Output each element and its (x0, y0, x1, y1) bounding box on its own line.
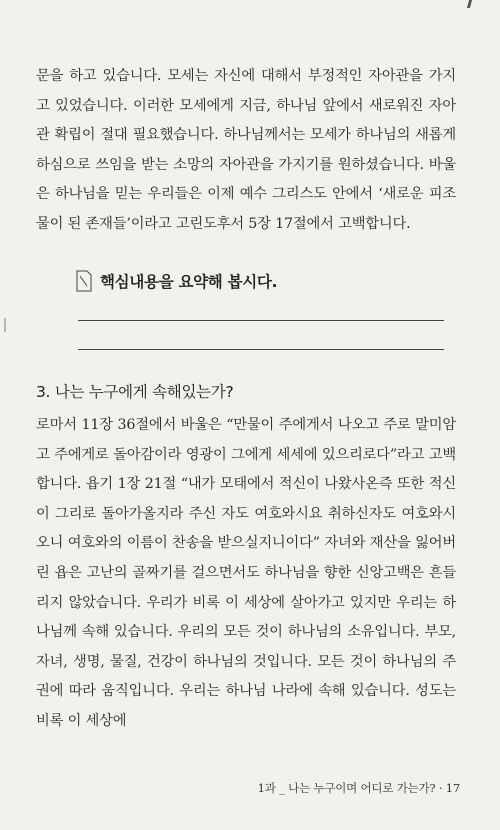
page-footer: 1과 _ 나는 누구이며 어디로 가는가? · 17 (257, 781, 460, 795)
summary-answer-line (78, 320, 444, 321)
summary-prompt-text: 핵심내용을 요약해 봅시다. (100, 273, 278, 291)
summary-prompt (76, 270, 277, 292)
pencil-note-icon (76, 270, 92, 292)
paragraph-moses-self-image: 문을 하고 있습니다. 모세는 자신에 대해서 부정적인 자아관을 가지고 있었습니다. 이러한 모세에게 지금, 하나님 앞에서 새로워진 자아관 확립이 절대 필요했습니다. 하나님께서는 모세가 하나님의 새롭게 하심으로 쓰임을 받는 소망의 자아관을 가지기를 원하셨습니다. 바울은 하나님을 믿는 우리들은 이제 예수 그리스도 안에서 ‘새로운 피조물이 된 존재들’이라고 고린도후서 5장 17절에서 고백합니다. (36, 68, 456, 232)
page-edge-mark (4, 318, 6, 332)
top-edge-mark (467, 0, 472, 8)
summary-answer-line (78, 349, 444, 350)
section-heading: 3. 나는 누구에게 속해있는가? (36, 383, 234, 401)
paragraph-belonging-to-god: 로마서 11장 36절에서 바울은 “만물이 주에게서 나오고 주로 말미암고 주에게로 돌아감이라 영광이 그에게 세세에 있으리로다”라고 고백합니다. 욥기 1장 21절 “내가 모태에서 적신이 나왔사온즉 또한 적신이 그리로 돌아가올지라 주신 자도 여호와시요 취하신자도 여호와시오니 여호와의 이름이 찬송을 받으실지니이다” 자녀와 재산을 잃어버린 욥은 고난의 골짜기를 걸으면서도 하나님을 향한 신앙고백은 흔들리지 않았습니다. 우리가 비록 이 세상에 살아가고 있지만 우리는 하나님께 속해 있습니다. 우리의 모든 것이 하나님의 소유입니다. 부모, 자녀, 생명, 물질, 건강이 하나님의 것입니다. 모든 것이 하나님의 주권에 따라 움직입니다. 우리는 하나님 나라에 속해 있습니다. 성도는 비록 이 세상에 (36, 417, 456, 729)
